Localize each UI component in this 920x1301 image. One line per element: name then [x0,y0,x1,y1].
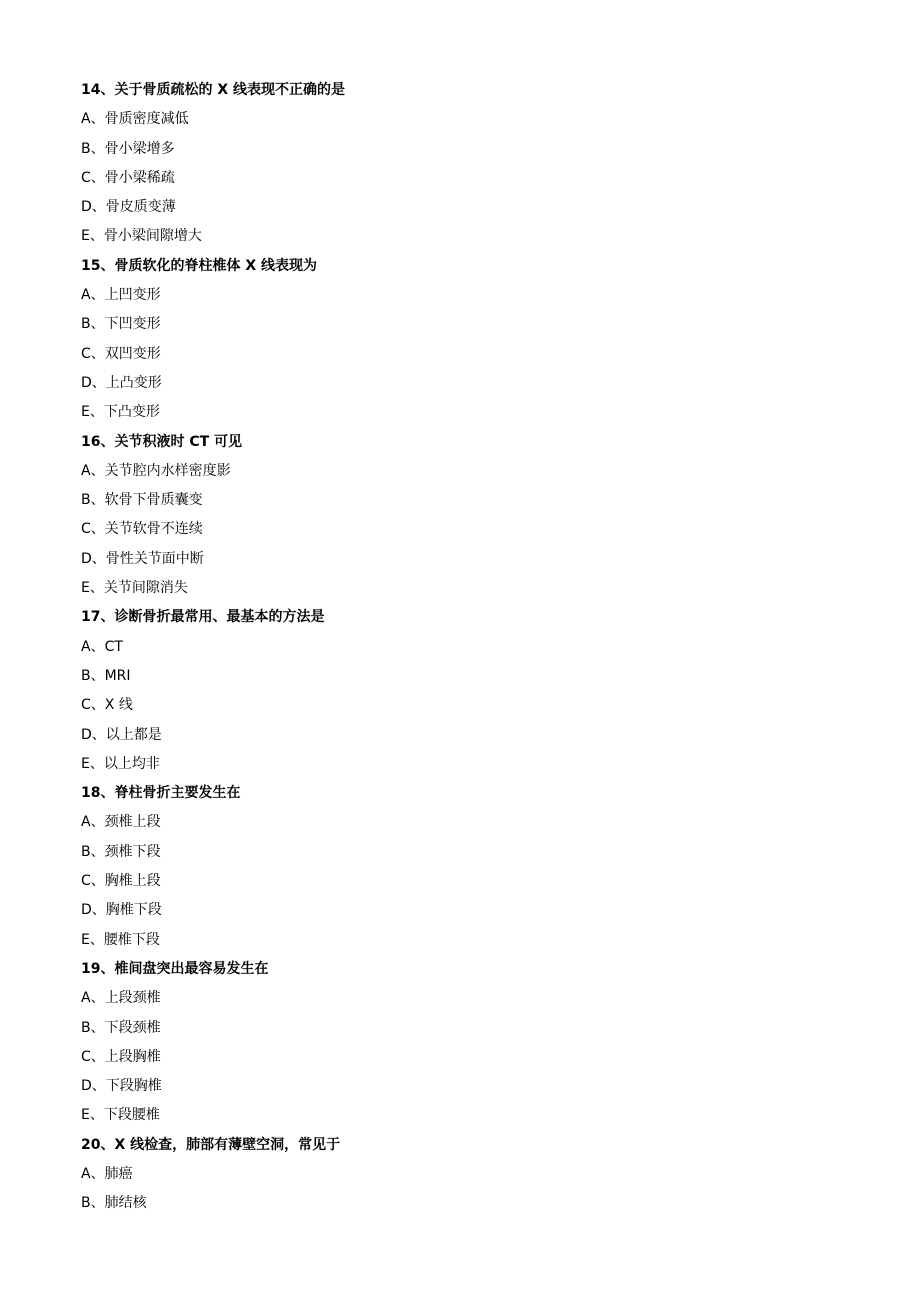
question-14-option-e: E、骨小梁间隙增大 [81,228,202,245]
question-18-option-b: B、颈椎下段 [81,843,161,860]
question-20-option-a: A、肺癌 [81,1165,133,1182]
question-19-option-a: A、上段颈椎 [81,990,161,1007]
question-17-option-d: D、以上都是 [81,726,162,743]
question-19-option-c: C、上段胸椎 [81,1048,161,1065]
question-15-option-a: A、上凹变形 [81,287,161,304]
question-19-option-b: B、下段颈椎 [81,1019,161,1036]
document-page [81,76,861,1219]
question-17-option-e: E、以上均非 [81,755,160,772]
question-16-option-c: C、关节软骨不连续 [81,521,203,538]
question-17-option-a: A、CT [81,638,123,655]
question-14-option-b: B、骨小梁增多 [81,140,175,157]
question-15-stem: 15、骨质软化的脊柱椎体 X 线表现为 [81,257,318,274]
question-19-option-d: D、下段胸椎 [81,1078,162,1095]
question-14-option-d: D、骨皮质变薄 [81,199,176,216]
question-17-option-c: C、X 线 [81,697,133,714]
question-18-option-c: C、胸椎上段 [81,873,161,890]
question-15-option-d: D、上凸变形 [81,374,162,391]
question-16-option-a: A、关节腔内水样密度影 [81,462,231,479]
question-17-option-b: B、MRI [81,667,131,684]
question-16-option-e: E、关节间隙消失 [81,580,188,597]
question-14-stem: 14、关于骨质疏松的 X 线表现不正确的是 [81,82,346,98]
question-18-stem: 18、脊柱骨折主要发生在 [81,785,241,802]
question-15-option-e: E、下凸变形 [81,404,160,421]
question-14-option-a: A、骨质密度减低 [81,111,189,128]
question-16-option-b: B、软骨下骨质囊变 [81,492,203,509]
question-15-option-b: B、下凹变形 [81,316,161,333]
question-14-option-c: C、骨小梁稀疏 [81,169,175,186]
question-20-stem: 20、X 线检查，肺部有薄壁空洞，常见于 [81,1136,341,1153]
question-18-option-e: E、腰椎下段 [81,931,160,948]
question-15-option-c: C、双凹变形 [81,345,161,362]
question-18-option-d: D、胸椎下段 [81,902,162,919]
question-18-option-a: A、颈椎上段 [81,814,161,831]
question-16-option-d: D、骨性关节面中断 [81,550,204,567]
question-17-stem: 17、诊断骨折最常用、最基本的方法是 [81,609,325,626]
question-19-stem: 19、椎间盘突出最容易发生在 [81,960,269,977]
question-16-stem: 16、关节积液时 CT 可见 [81,433,243,450]
question-19-option-e: E、下段腰椎 [81,1107,160,1124]
question-20-option-b: B、肺结核 [81,1195,147,1212]
